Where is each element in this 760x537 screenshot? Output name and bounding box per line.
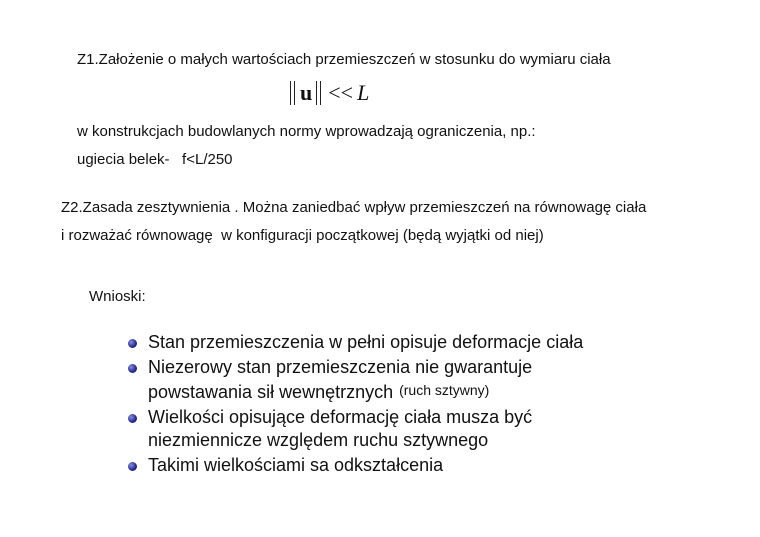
list-item-line: Niezerowy stan przemieszczenia nie gwarantuje (148, 357, 533, 377)
displacement-formula (290, 80, 369, 106)
conclusions-title: Wnioski: (89, 288, 146, 305)
bullet-icon (128, 414, 137, 423)
length-symbol: L (357, 80, 370, 105)
list-item-line: niezmiennicze względem ruchu sztywnego (148, 430, 489, 450)
rigid-motion-note: (ruch sztywny) (399, 382, 490, 398)
list-item-text: powstawania sił wewnętrznych (148, 382, 394, 402)
z2-second-line: i rozważać równowagę w konfiguracji początkowej (będą wyjątki od niej) (61, 227, 544, 244)
conclusions-list (128, 331, 583, 479)
list-item (128, 406, 583, 452)
much-less-sign: << (328, 80, 354, 105)
z1-norms-text: w konstrukcjach budowlanych normy wprowadzają ograniczenia, np.: (77, 123, 536, 140)
bullet-icon (128, 339, 137, 348)
norm-bar-right (316, 81, 318, 105)
z1-heading: Z1.Założenie o małych wartościach przemieszczeń w stosunku do wymiaru ciała (77, 51, 611, 68)
list-item-line: Wielkości opisujące deformację ciała musza być (148, 407, 533, 427)
z2-heading: Z2.Zasada zesztywnienia . Można zaniedbać wpływ przemieszczeń na równowagę ciała (61, 199, 647, 216)
norm-bar-left-2 (294, 81, 296, 105)
list-item (128, 331, 583, 354)
bullet-icon (128, 364, 137, 373)
bullet-icon (128, 462, 137, 471)
z1-deflection-limit: ugiecia belek- f<L/250 (77, 151, 233, 168)
list-item-line: Takimi wielkościami sa odkształcenia (148, 455, 444, 475)
list-item-line (148, 379, 583, 404)
norm-bar-left (290, 81, 292, 105)
list-item-line: Stan przemieszczenia w pełni opisuje deformacje ciała (148, 332, 584, 352)
list-item (128, 454, 583, 477)
list-item (128, 356, 583, 404)
displacement-symbol: u (300, 80, 313, 105)
